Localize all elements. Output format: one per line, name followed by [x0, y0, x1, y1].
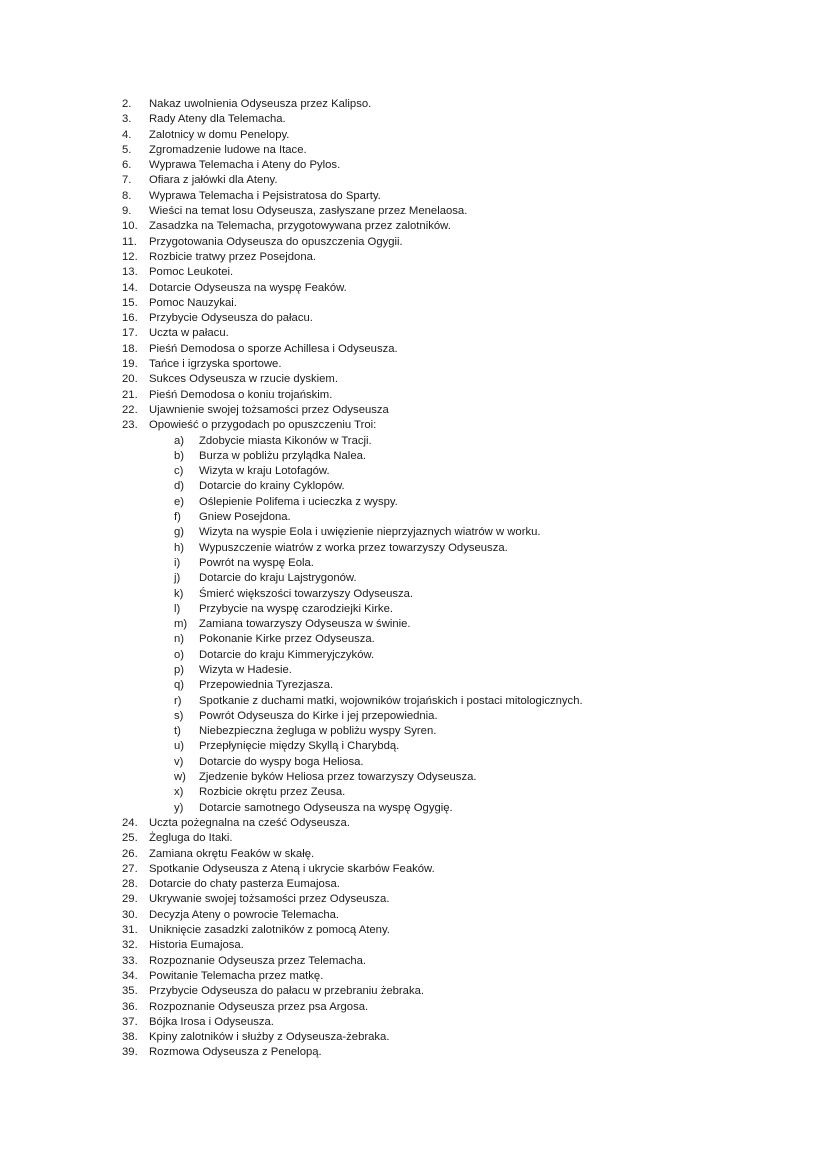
- item-number: 33.: [122, 954, 138, 967]
- item-text: Spotkanie Odyseusza z Ateną i ukrycie skarbów Feaków.: [149, 862, 435, 875]
- item-number: r): [174, 694, 182, 707]
- item-number: h): [174, 541, 185, 554]
- item-text: Historia Eumajosa.: [149, 939, 244, 952]
- item-text: Przepowiednia Tyrezjasza.: [199, 679, 334, 692]
- item-text: Decyzja Ateny o powrocie Telemacha.: [149, 908, 340, 921]
- item-number: 37.: [122, 1015, 138, 1028]
- item-text: Wyprawa Telemacha i Pejsistratosa do Sparty.: [149, 189, 381, 202]
- item-text: Śmierć większości towarzyszy Odyseusza.: [199, 587, 414, 600]
- item-number: 3.: [122, 113, 132, 126]
- item-text: Dotarcie do kraju Lajstrygonów.: [199, 572, 357, 585]
- item-number: w): [174, 771, 186, 784]
- item-text: Uczta w pałacu.: [149, 327, 229, 340]
- item-text: Rozmowa Odyseusza z Penelopą.: [149, 1046, 322, 1059]
- item-text: Zdobycie miasta Kikonów w Tracji.: [199, 434, 372, 447]
- item-number: d): [174, 480, 185, 493]
- item-number: 35.: [122, 985, 138, 998]
- item-text: Rady Ateny dla Telemacha.: [149, 113, 286, 126]
- item-text: Niebezpieczna żegluga w pobliżu wyspy Syren.: [199, 725, 437, 738]
- item-text: Nakaz uwolnienia Odyseusza przez Kalipso.: [149, 98, 372, 110]
- item-number: 15.: [122, 296, 138, 309]
- item-text: Dotarcie do wyspy boga Heliosa.: [199, 755, 364, 768]
- item-number: 4.: [122, 128, 132, 141]
- item-number: 20.: [122, 373, 138, 386]
- item-text: Uczta pożegnalna na cześć Odyseusza.: [149, 816, 350, 829]
- item-text: Przybycie na wyspę czarodziejki Kirke.: [199, 602, 393, 615]
- item-number: 14.: [122, 281, 138, 294]
- item-text: Burza w pobliżu przylądka Nalea.: [199, 449, 367, 462]
- item-number: 29.: [122, 893, 138, 906]
- item-number: q): [174, 679, 185, 692]
- item-text: Wizyta w Hadesie.: [199, 663, 292, 676]
- item-number: 30.: [122, 908, 138, 921]
- item-text: Pomoc Nauzykai.: [149, 296, 237, 309]
- item-number: 39.: [122, 1046, 138, 1059]
- item-number: 31.: [122, 924, 138, 937]
- item-text: Oślepienie Polifema i ucieczka z wyspy.: [199, 495, 398, 508]
- item-number: j): [174, 572, 181, 585]
- item-number: 24.: [122, 816, 138, 829]
- item-text: Kpiny zalotników i służby z Odyseusza-żebraka.: [149, 1031, 390, 1044]
- item-text: Uniknięcie zasadzki zalotników z pomocą Ateny.: [149, 924, 390, 937]
- item-text: Spotkanie z duchami matki, wojowników trojańskich i postaci mitologicznych.: [199, 694, 583, 707]
- item-text: Dotarcie do chaty pasterza Eumajosa.: [149, 878, 340, 891]
- item-number: l): [174, 602, 181, 615]
- item-text: Pomoc Leukotei.: [149, 266, 234, 279]
- item-text: Rozbicie okrętu przez Zeusa.: [199, 786, 346, 799]
- item-number: x): [174, 786, 184, 799]
- item-number: e): [174, 495, 185, 508]
- item-text: Przybycie Odyseusza do pałacu.: [149, 312, 313, 325]
- item-text: Dotarcie do kraju Kimmeryjczyków.: [199, 648, 375, 661]
- item-number: 22.: [122, 403, 138, 416]
- item-number: o): [174, 648, 185, 661]
- item-text: Wizyta w kraju Lotofagów.: [199, 465, 330, 478]
- item-number: b): [174, 449, 185, 462]
- item-text: Dotarcie do krainy Cyklopów.: [199, 480, 345, 493]
- item-number: c): [174, 465, 184, 478]
- item-text: Pokonanie Kirke przez Odyseusza.: [199, 633, 375, 646]
- item-number: 34.: [122, 969, 138, 982]
- item-text: Wizyta na wyspie Eola i uwięzienie nieprzyjaznych wiatrów w worku.: [199, 526, 541, 539]
- item-text: Powitanie Telemacha przez matkę.: [149, 969, 324, 982]
- item-number: 25.: [122, 832, 138, 845]
- item-text: Zamiana towarzyszy Odyseusza w świnie.: [199, 618, 411, 631]
- item-text: Przepłynięcie między Skyllą i Charybdą.: [199, 740, 400, 753]
- item-number: 17.: [122, 327, 138, 340]
- item-number: 6.: [122, 159, 132, 172]
- item-text: Zasadzka na Telemacha, przygotowywana przez zalotników.: [149, 220, 451, 233]
- item-number: 10.: [122, 220, 138, 233]
- item-number: f): [174, 511, 181, 524]
- item-number: 12.: [122, 250, 138, 263]
- item-number: 8.: [122, 189, 132, 202]
- item-number: 23.: [122, 419, 138, 432]
- item-number: g): [174, 526, 185, 539]
- item-text: Pieśń Demodosa o sporze Achillesa i Odyseusza.: [149, 342, 398, 355]
- item-number: k): [174, 587, 184, 600]
- item-text: Przybycie Odyseusza do pałacu w przebraniu żebraka.: [149, 985, 425, 998]
- item-number: 32.: [122, 939, 138, 952]
- item-text: Wyprawa Telemacha i Ateny do Pylos.: [149, 159, 341, 172]
- item-number: s): [174, 709, 184, 722]
- item-text: Bójka Irosa i Odyseusza.: [149, 1015, 274, 1028]
- item-text: Rozpoznanie Odyseusza przez Telemacha.: [149, 954, 367, 967]
- item-number: m): [174, 618, 188, 631]
- item-number: u): [174, 740, 185, 753]
- item-number: 21.: [122, 388, 138, 401]
- item-text: Rozbicie tratwy przez Posejdona.: [149, 250, 317, 263]
- item-text: Żegluga do Itaki.: [149, 832, 233, 845]
- item-text: Przygotowania Odyseusza do opuszczenia Ogygii.: [149, 235, 403, 248]
- item-text: Wieści na temat losu Odyseusza, zasłyszane przez Menelaosa.: [149, 205, 468, 218]
- item-number: 2.: [122, 98, 132, 110]
- item-number: a): [174, 434, 185, 447]
- item-text: Ujawnienie swojej tożsamości przez Odyseusza: [149, 403, 389, 416]
- item-text: Zgromadzenie ludowe na Itace.: [149, 143, 307, 156]
- item-number: i): [174, 556, 181, 569]
- item-number: v): [174, 755, 184, 768]
- item-text: Opowieść o przygodach po opuszczeniu Troi:: [149, 419, 377, 432]
- item-text: Dotarcie samotnego Odyseusza na wyspę Ogygię.: [199, 801, 453, 814]
- item-number: 18.: [122, 342, 138, 355]
- item-text: Zalotnicy w domu Penelopy.: [149, 128, 290, 141]
- item-number: 19.: [122, 358, 138, 371]
- item-text: Dotarcie Odyseusza na wyspę Feaków.: [149, 281, 347, 294]
- item-text: Powrót Odyseusza do Kirke i jej przepowiednia.: [199, 709, 438, 722]
- item-text: Gniew Posejdona.: [199, 511, 291, 524]
- item-number: t): [174, 725, 181, 738]
- item-text: Zamiana okrętu Feaków w skałę.: [149, 847, 315, 860]
- item-number: 5.: [122, 143, 132, 156]
- item-number: 7.: [122, 174, 132, 187]
- item-number: 26.: [122, 847, 138, 860]
- item-text: Wypuszczenie wiatrów z worka przez towarzyszy Odyseusza.: [199, 541, 508, 554]
- item-number: 16.: [122, 312, 138, 325]
- item-text: Ukrywanie swojej tożsamości przez Odyseusza.: [149, 893, 390, 906]
- item-number: y): [174, 801, 184, 814]
- item-text: Sukces Odyseusza w rzucie dyskiem.: [149, 373, 338, 386]
- item-number: 9.: [122, 205, 132, 218]
- item-number: n): [174, 633, 185, 646]
- item-text: Ofiara z jałówki dla Ateny.: [149, 174, 278, 187]
- item-text: Tańce i igrzyska sportowe.: [149, 358, 282, 371]
- item-number: 11.: [122, 235, 137, 248]
- item-number: 38.: [122, 1031, 138, 1044]
- item-number: p): [174, 663, 185, 676]
- item-number: 36.: [122, 1000, 138, 1013]
- item-text: Rozpoznanie Odyseusza przez psa Argosa.: [149, 1000, 369, 1013]
- item-number: 28.: [122, 878, 138, 891]
- item-text: Zjedzenie byków Heliosa przez towarzyszy Odyseusza.: [199, 771, 477, 784]
- item-number: 27.: [122, 862, 138, 875]
- item-number: 13.: [122, 266, 138, 279]
- item-text: Pieśń Demodosa o koniu trojańskim.: [149, 388, 333, 401]
- item-text: Powrót na wyspę Eola.: [199, 556, 314, 569]
